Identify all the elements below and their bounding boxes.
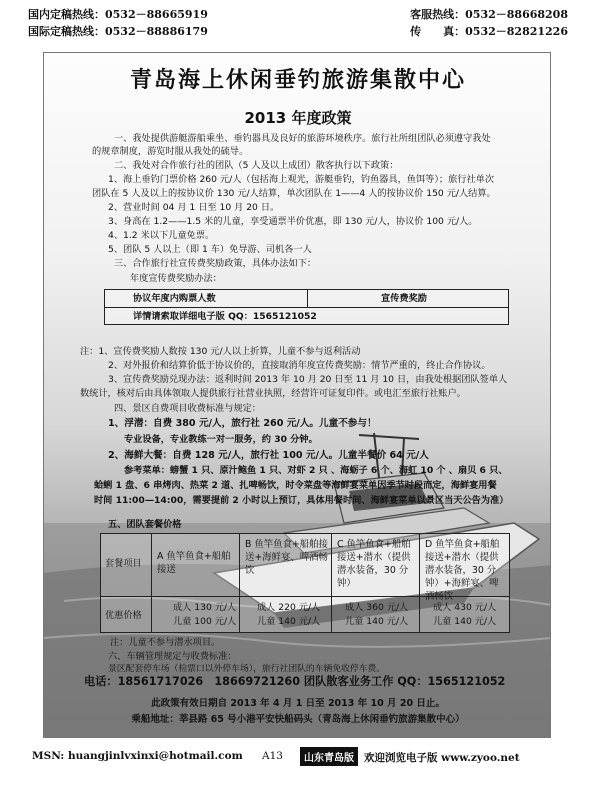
note-line: 数统计，核对后由具体领取人提供旅行社营业执照，经营许可证复印件。或电汇至旅行社账户。 <box>80 388 466 399</box>
package-row-label: 套餐项目 <box>105 558 142 569</box>
package-b-child-price: 儿童 140 元/人 <box>257 616 321 627</box>
domestic-hotline: 国内定稿热线：0532－88665919 <box>28 8 208 21</box>
hotline-header <box>28 6 568 48</box>
package-a-child-price: 儿童 100 元/人 <box>173 616 237 627</box>
package-a-adult-price: 成人 130 元/人 <box>173 602 237 613</box>
package-a-desc: A 鱼竿鱼食+船舶接送 <box>157 551 231 575</box>
policy-validity: 此政策有效日期自 2013 年 4 月 1 日至 2013 年 10 月 20 日止。 <box>151 698 445 709</box>
intro-line: 1、海上垂钓门票价格 260 元/人（包括海上观光，游艇垂钓，钓鱼器具，鱼饵等）；旅行社单次 <box>108 174 495 185</box>
package-table <box>100 533 510 633</box>
package-b-adult-price: 成人 220 元/人 <box>257 602 321 613</box>
intro-line: 4、1.2 米以下儿童免票。 <box>108 230 215 241</box>
contact-phones: 电话：18561717026 18669721260 团队散客业务工作 QQ：1565121052 <box>84 675 506 688</box>
intl-hotline: 国际定稿热线：0532－88886179 <box>28 25 208 38</box>
item-line: 蛤蜊 1 盘、6 串烤肉、热菜 2 道、扎啤畅饮，时令菜盘等海鲜宴菜单因季节时段而定，海鲜宴用餐 <box>94 480 497 491</box>
price-row-label: 优惠价格 <box>105 610 142 621</box>
advertisement <box>43 52 551 738</box>
reward-table <box>104 289 509 325</box>
package-c-adult-price: 成人 360 元/人 <box>345 602 409 613</box>
intro-line: 2、营业时间 04 月 1 日至 10 月 20 日。 <box>108 202 280 213</box>
intro-line: 的规章制度，游览时服从我处的硫导。 <box>92 146 249 157</box>
tail-note: 注：儿童不参与潜水项目。 <box>110 637 221 648</box>
intro-line: 一、我处提供游艇游船乘坐、垂钓器具及良好的旅游环境秩序。旅行社所组团队必须遵守我处 <box>114 133 491 144</box>
intro-line: 二、我处对合作旅行社的团队（5 人及以上成团）散客执行以下政策： <box>114 160 399 171</box>
reward-col-buyers: 协议年度内购票人数 <box>133 293 216 304</box>
item-line: 专业设备，专业教练一对一服务，约 30 分钟。 <box>124 434 318 445</box>
intro-line: 团队在 5 人及以上的按协议价 130 元/人结算，单次团队在 1——4 人的按协议价 150 元/人结算。 <box>92 188 496 199</box>
ad-title: 青岛海上休闲垂钓旅游集散中心 <box>129 68 466 93</box>
note-line: 四、景区自费项目收费标准与规定： <box>114 403 261 414</box>
page-footer <box>32 747 572 767</box>
boarding-address: 乘船地址：莘县路 65 号小港平安快船码头（青岛海上休闲垂钓旅游集散中心） <box>131 714 465 725</box>
intro-line: 三、合作旅行社宣传费奖励政策，具体办法如下： <box>114 258 317 269</box>
ad-subtitle: 2013 年度政策 <box>244 109 352 127</box>
package-c-desc: C 鱼竿鱼食+船舶接送+潜水（提供潜水装备，30 分钟） <box>337 539 411 589</box>
fax-number: 传 真：0532－82821226 <box>410 25 568 38</box>
note-line: 3、宣传费奖励兑现办法：返利时间 2013 年 10 月 20 日至 11 月 10 日，由我处根据团队签单人 <box>108 374 508 385</box>
welcome-link-text: 欢迎浏览电子版 www.zyoo.net <box>364 752 520 764</box>
intro-line: 年度宣传费奖励办法： <box>130 273 222 284</box>
item-line: 参考菜单：螃蟹 1 只、原汁鲍鱼 1 只、对虾 2 只 、海蛎子 6 个、海虹 10 个 、扇贝 6 只、 <box>124 465 508 476</box>
intro-line: 3、身高在 1.2——1.5 米的儿童，享受通票半价优惠，即 130 元/人，协议价 100 元/人。 <box>108 216 478 227</box>
note-line: 注：1、宣传费奖励人数按 130 元/人以上折算，儿童不参与返利活动 <box>80 346 361 357</box>
package-c-child-price: 儿童 140 元/人 <box>345 616 409 627</box>
package-d-child-price: 儿童 140 元/人 <box>433 616 497 627</box>
edition-badge: 山东青岛版 <box>300 747 358 766</box>
reward-note: 详情请索取详细电子版 QQ：1565121052 <box>133 311 317 322</box>
tail-note: 六、车辆管理规定与收费标准： <box>108 651 237 662</box>
msn-contact: MSN: huangjinlvxinxi@hotmail.com <box>32 750 243 762</box>
service-hotline: 客服热线：0532－88668208 <box>410 8 568 21</box>
package-b-desc: B 鱼竿鱼食+船舶接送+海鲜宴、啤酒畅饮 <box>245 539 328 576</box>
note-line: 2、对外报价和结算价低于协议价的，直接取消年度宣传费奖励：情节严重的，终止合作协议。 <box>108 360 491 371</box>
page-number: A13 <box>262 750 283 762</box>
item-line: 时间 11:00—14:00，需要提前 2 小时以上预订，具体用餐时间、海鲜宴菜单以景区当天公告为准） <box>94 495 509 506</box>
section-packages-heading: 五、团队套餐价格 <box>108 519 182 530</box>
ad-text-layer <box>44 53 551 738</box>
intro-line: 5、团队 5 人以上（即 1 车）免导游、司机各一人 <box>108 244 312 255</box>
tail-note: 景区配套停车场（检票口以外停车场），旅行社团队的车辆免收停车费。 <box>108 664 386 674</box>
item-line: 1、浮潜：自费 380 元/人，旅行社 260 元/人。儿童不参与！ <box>108 418 377 429</box>
package-d-desc: D 鱼竿鱼食+船舶接送+潜水（提供潜水装备，30 分钟）+海鲜宴、啤酒畅饮 <box>425 539 500 602</box>
package-d-adult-price: 成人 430 元/人 <box>433 602 497 613</box>
reward-col-bonus: 宣传费奖励 <box>381 293 427 304</box>
item-line: 2、海鲜大餐：自费 128 元/人，旅行社 100 元/人。儿童半餐价 64 元/人 <box>108 450 429 461</box>
